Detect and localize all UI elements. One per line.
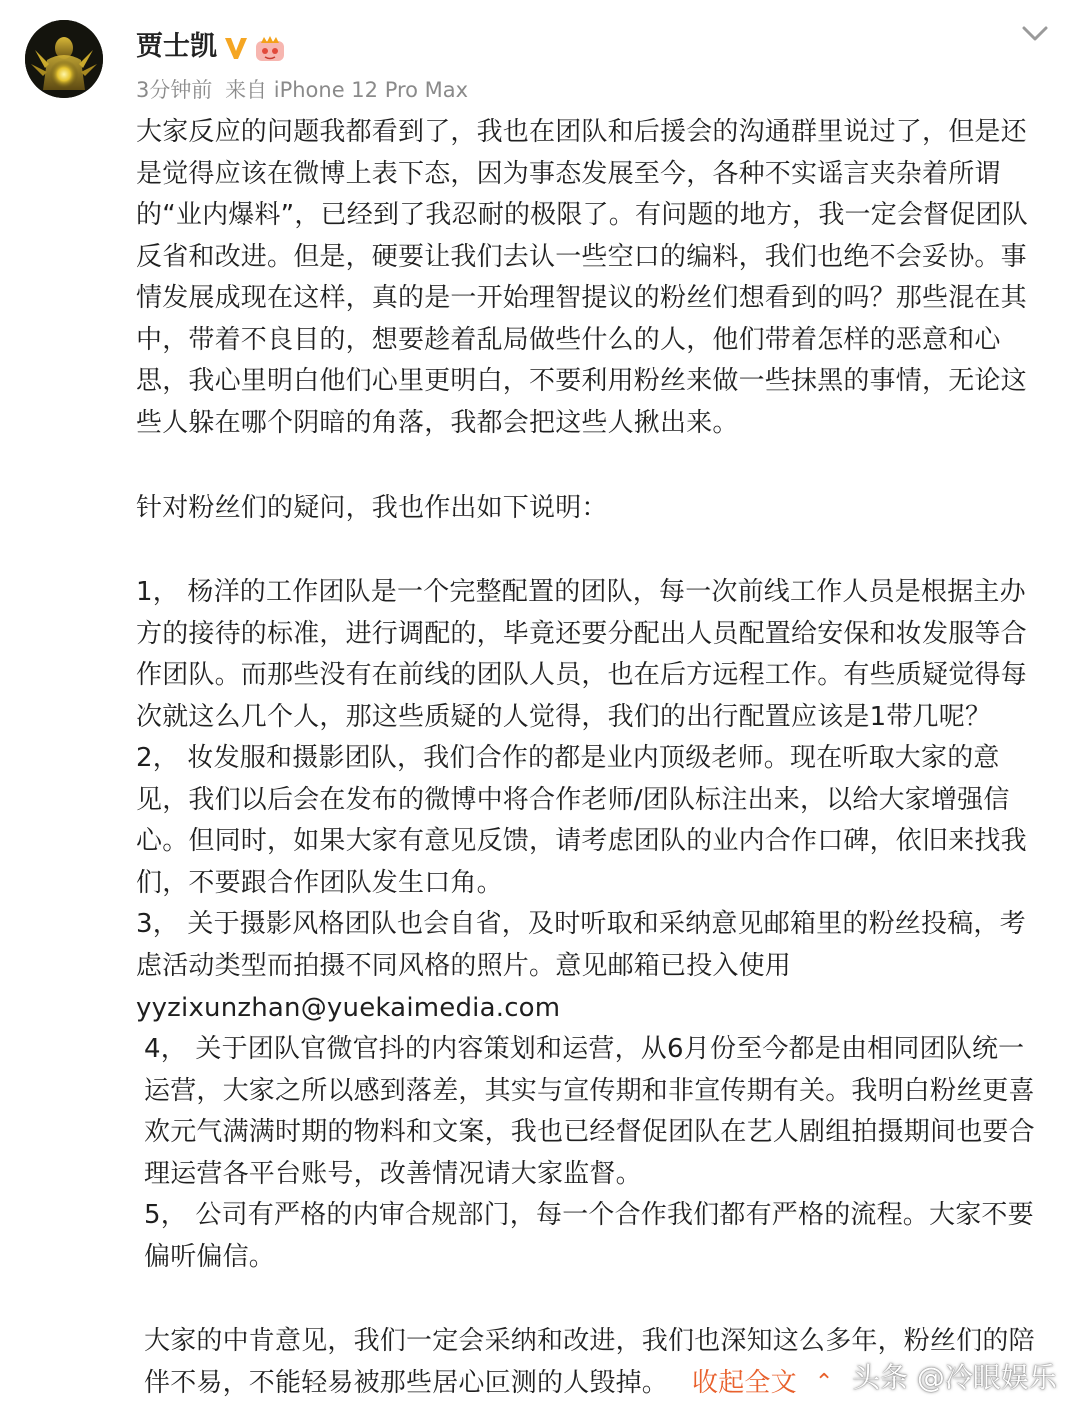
post-header: [0, 0, 1080, 110]
avatar-image: [25, 20, 103, 98]
fan-crown-icon: [254, 33, 286, 63]
post-item-4: 4， 关于团队官微官抖的内容策划和运营，从6月份至今都是由相同团队统一运营，大家之所以感到落差，其实与宣传期和非宣传期有关。我明白粉丝更喜欢元气满满时期的物料和文案，我也已经督促团队在艺人剧组拍摄期间也要合理运营各平台账号，改善情况请大家监督。: [144, 1034, 1035, 1189]
avatar[interactable]: [25, 20, 103, 98]
chevron-up-icon: ⌃: [814, 1369, 834, 1395]
post-item-5: 5， 公司有严格的内审合规部门，每一个合作我们都有严格的流程。大家不要偏听偏信。: [144, 1200, 1034, 1272]
post-paragraph-lead: 针对粉丝们的疑问，我也作出如下说明：: [136, 493, 608, 523]
post-item-3: 3， 关于摄影风格团队也会自省，及时听取和采纳意见邮箱里的粉丝投稿，考虑活动类型而拍摄不同风格的照片。意见邮箱已投入使用: [136, 909, 1026, 981]
post-body: [0, 110, 1080, 1417]
post-item-1: 1， 杨洋的工作团队是一个完整配置的团队，每一次前线工作人员是根据主办方的接待的标准，进行调配的，毕竟还要分配出人员配置给安保和妆发服等合作团队。而那些没有在前线的团队人员，也在后方远程工作。有些质疑觉得每次就这么几个人，那这些质疑的人觉得，我们的出行配置应该是1带几呢？: [136, 577, 1027, 732]
watermark: 头条 @冷眼娱乐: [852, 1361, 1057, 1394]
post-item-2: 2， 妆发服和摄影团队，我们合作的都是业内顶级老师。现在听取大家的意见，我们以后会在发布的微博中将合作老师/团队标注出来，以给大家增强信心。但同时，如果大家有意见反馈，请考虑团队的业内合作口碑，依旧来找我们，不要跟合作团队发生口角。: [136, 743, 1027, 898]
collapse-full-text-link[interactable]: [692, 1368, 833, 1398]
post-source[interactable]: 来自 iPhone 12 Pro Max: [225, 78, 469, 102]
chevron-down-icon[interactable]: [1018, 18, 1052, 48]
feedback-email-text: yyzixunzhan@yuekaimedia.com: [136, 993, 561, 1023]
collapse-label: 收起全文: [692, 1367, 797, 1398]
closing-text: 大家的中肯意见，我们一定会采纳和改进，我们也深知这么多年，粉丝们的陪伴不易，不能轻易被那些居心叵测的人毁掉。: [144, 1326, 1035, 1398]
post-meta: [136, 76, 474, 104]
post-timestamp: 3分钟前: [136, 78, 213, 102]
verified-v-icon: [222, 34, 250, 62]
author-name[interactable]: 贾士凯: [136, 31, 217, 62]
post-paragraph-intro: 大家反应的问题我都看到了，我也在团队和后援会的沟通群里说过了，但是还是觉得应该在微博上表下态，因为事态发展至今，各种不实谣言夹杂着所谓的“业内爆料”，已经到了我忍耐的极限了。有问题的地方，我一定会督促团队反省和改进。但是，硬要让我们去认一些空口的编料，我们也绝不会妥协。事情发展成现在这样，真的是一开始理智提议的粉丝们想看到的吗？那些混在其中，带着不良目的，想要趁着乱局做些什么的人，他们带着怎样的恶意和心思，我心里明白他们心里更明白，不要利用粉丝来做一些抹黑的事情，无论这些人躲在哪个阴暗的角落，我都会把这些人揪出来。: [136, 117, 1028, 438]
